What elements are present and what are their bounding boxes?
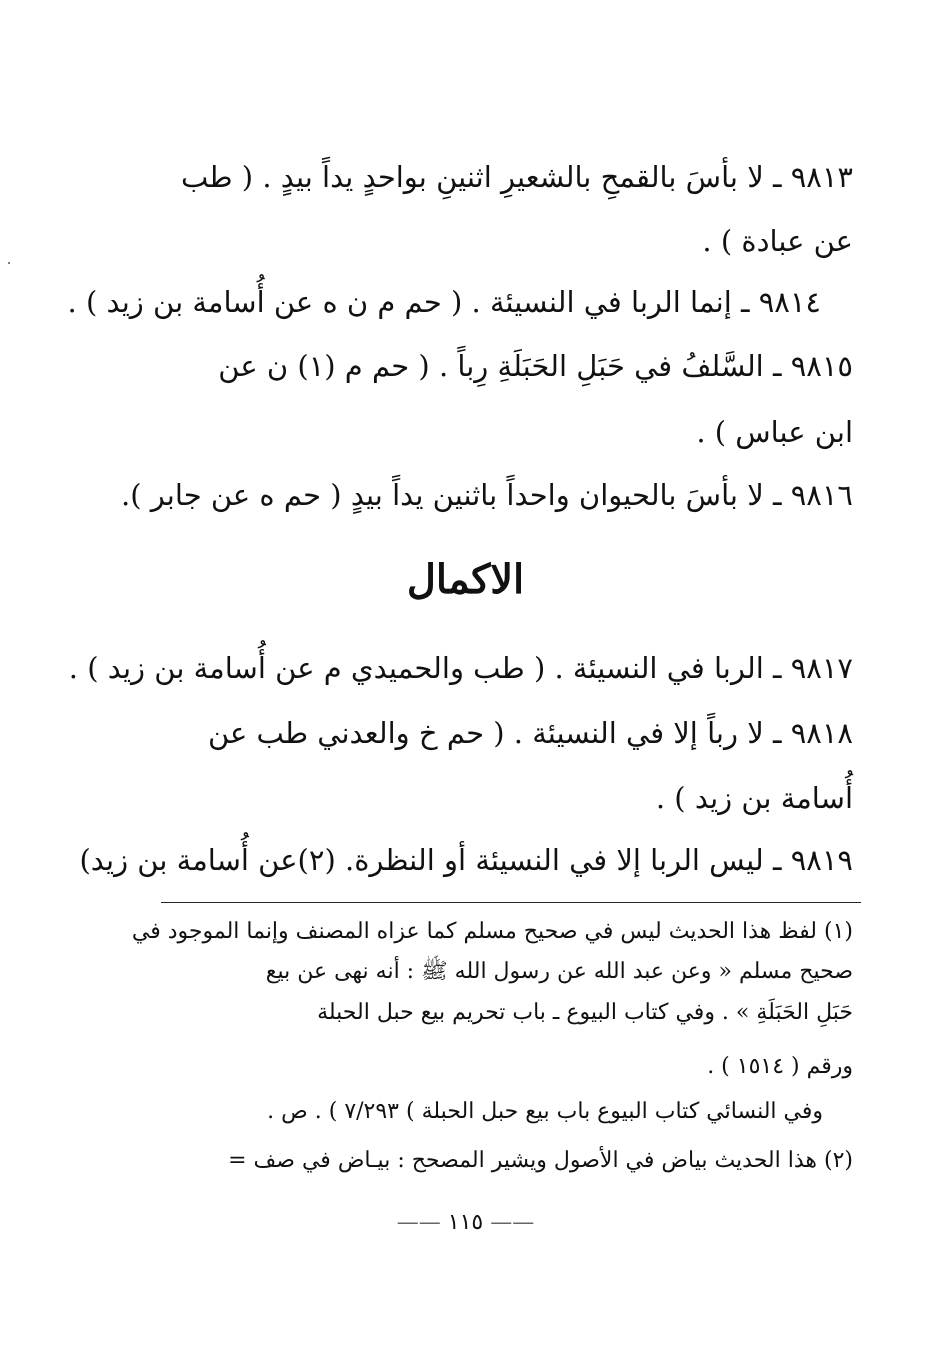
section-title: الاكمال: [406, 556, 525, 603]
footnote-2-line1: (٢) هذا الحديث بياض في الأصول ويشير المصحح : بيـاض في صف =: [228, 1148, 853, 1173]
page-number-left-dash: ——: [396, 1210, 441, 1235]
entry-9813-line1: ٩٨١٣ ـ لا بأسَ بالقمحِ بالشعيرِ اثنينِ بواحدٍ يداً بيدٍ . ( طب: [181, 160, 853, 194]
entry-9815-line2: ابن عباس ) .: [696, 415, 853, 449]
footnote-1-line3: حَبَلِ الحَبَلَةِ » . وفي كتاب البيوع ـ باب تحريم بيع حبل الحبلة: [317, 1000, 853, 1025]
page-number-value: ١١٥: [447, 1210, 484, 1235]
entry-9814-line1: ٩٨١٤ ـ إنما الربا في النسيئة . ( حم م ن ه عن أُسامة بن زيد ) .: [67, 285, 821, 319]
entry-9818-line2: أُسامة بن زيد ) .: [655, 781, 853, 815]
entry-9818-line1: ٩٨١٨ ـ لا رباً إلا في النسيئة . ( حم خ والعدني طب عن: [207, 716, 853, 750]
entry-9815-line1: ٩٨١٥ ـ السَّلفُ في حَبَلِ الحَبَلَةِ رِباً . ( حم م (١) ن عن: [218, 349, 853, 383]
entry-9819-line1: ٩٨١٩ ـ ليس الربا إلا في النسيئة أو النظرة. (٢)عن أُسامة بن زيد): [79, 843, 853, 877]
footnote-1-line2: صحيح مسلم « وعن عبد الله عن رسول الله ﷺ : أنه نهى عن بيع: [265, 959, 853, 984]
scan-speck: [8, 262, 10, 264]
page-number-right-dash: ——: [490, 1210, 535, 1235]
footnote-1-line1: (١) لفظ هذا الحديث ليس في صحيح مسلم كما عزاه المصنف وإنما الموجود في: [131, 919, 853, 944]
entry-9816-line1: ٩٨١٦ ـ لا بأسَ بالحيوان واحداً باثنين يداً بيدٍ ( حم ه عن جابر ).: [121, 478, 853, 512]
page-number: [0, 1208, 931, 1238]
footnote-1-line4: ورقم ( ١٥١٤ ) .: [707, 1054, 853, 1079]
footnote-1-line5: وفي النسائي كتاب البيوع باب بيع حبل الحبلة ) ٧/٢٩٣ ) . ص .: [267, 1099, 823, 1124]
entry-9813-line2: عن عبادة ) .: [702, 224, 853, 258]
footnote-divider: [161, 902, 861, 903]
entry-9817-line1: ٩٨١٧ ـ الربا في النسيئة . ( طب والحميدي م عن أُسامة بن زيد ) .: [68, 651, 853, 685]
